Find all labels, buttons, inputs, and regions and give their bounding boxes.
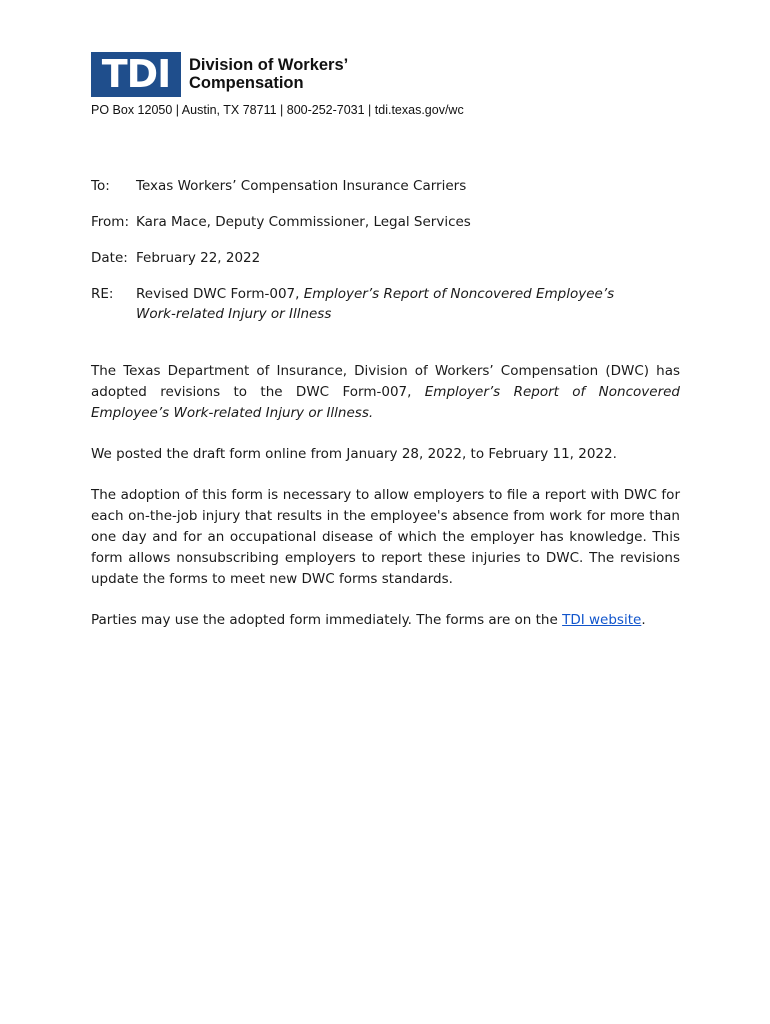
letter-body <box>91 361 680 651</box>
memo-re-prefix: Revised DWC Form-007, <box>136 286 304 302</box>
memo-header <box>91 176 691 339</box>
memo-from-row <box>91 212 691 233</box>
paragraph-usage-end: . <box>641 612 646 628</box>
memo-from-value: Kara Mace, Deputy Commissioner, Legal Services <box>136 214 471 230</box>
tdi-website-link[interactable]: TDI website <box>562 612 642 628</box>
paragraph-usage <box>91 610 680 631</box>
memo-re-value <box>136 284 691 324</box>
memo-to-label: To: <box>91 178 110 194</box>
memo-to-value: Texas Workers’ Compensation Insurance Carriers <box>136 178 467 194</box>
paragraph-adoption-text: The Texas Department of Insurance, Division of Workers’ Compensation (DWC) has adopted revisions to the DWC Form-007, <box>91 363 680 400</box>
memo-re-label: RE: <box>91 286 114 302</box>
division-name-line2: Compensation <box>189 74 304 92</box>
memo-date-row <box>91 248 691 269</box>
memo-re-row <box>91 284 691 324</box>
memo-to-row <box>91 176 691 197</box>
paragraph-adoption-notice <box>91 361 680 424</box>
memo-from-label: From: <box>91 214 129 230</box>
memo-date-value: February 22, 2022 <box>136 250 261 266</box>
contact-line: PO Box 12050 | Austin, TX 78711 | 800-252-7031 | tdi.texas.gov/wc <box>91 103 464 117</box>
paragraph-form-purpose: The adoption of this form is necessary to allow employers to file a report with DWC for each on-the-job injury that results in the employee's absence from work for more than one day and for an occupational disease of which the employer has knowledge. This form allows nonsubscribing employers to report these injuries to DWC. The revisions update the forms to meet new DWC forms standards. <box>91 487 680 587</box>
letterhead <box>91 52 491 100</box>
paragraph-usage-text: Parties may use the adopted form immediately. The forms are on the <box>91 612 563 628</box>
tdi-logo: TDI <box>91 52 181 97</box>
memo-date-label: Date: <box>91 250 128 266</box>
division-name-line1: Division of Workers’ <box>189 56 349 74</box>
memo-re-title-line1: Employer’s Report of Noncovered Employee’s <box>303 286 615 302</box>
paragraph-draft-posting: We posted the draft form online from January 28, 2022, to February 11, 2022. <box>91 446 617 462</box>
division-name <box>189 56 489 92</box>
memo-re-title-line2: Work-related Injury or Illness <box>136 306 332 322</box>
paragraph-adoption-form-title: Employer’s Report of Noncovered Employee’s Work-related Injury or Illness. <box>91 384 680 421</box>
